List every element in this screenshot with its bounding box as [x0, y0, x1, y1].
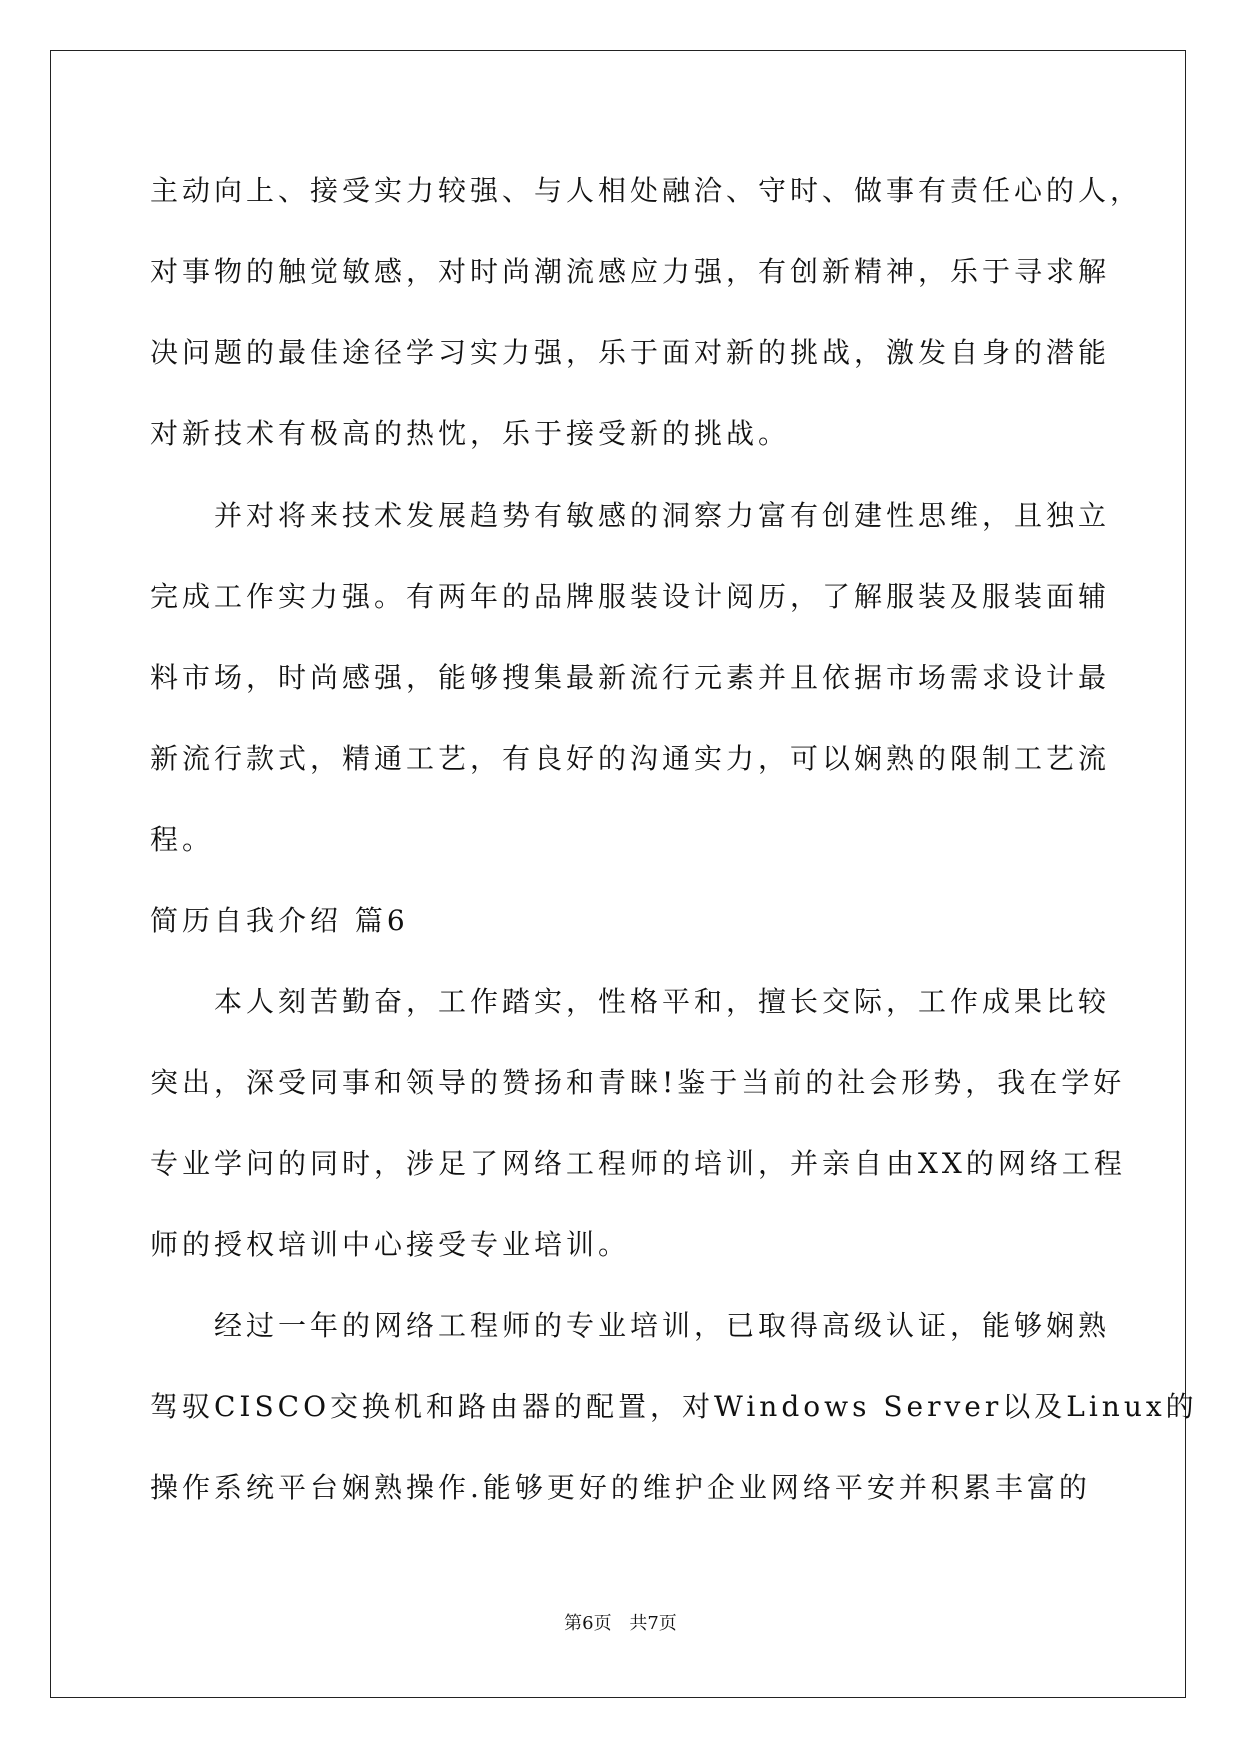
- text-line: 经过一年的网络工程师的专业培训，已取得高级认证，能够娴熟: [214, 1309, 1111, 1342]
- section-heading: 简历自我介绍 篇6: [150, 904, 409, 937]
- text-line: 决问题的最佳途径学习实力强，乐于面对新的挑战，激发自身的潜能: [150, 336, 1111, 369]
- text-line: 突出，深受同事和领导的赞扬和青睐!鉴于当前的社会形势，我在学好: [150, 1066, 1126, 1099]
- text-line: 并对将来技术发展趋势有敏感的洞察力富有创建性思维，且独立: [214, 499, 1111, 532]
- text-line: 主动向上、接受实力较强、与人相处融洽、守时、做事有责任心的人，: [150, 174, 1143, 207]
- page-total: 共7页: [629, 1613, 677, 1634]
- page-number: 第6页: [564, 1613, 612, 1634]
- text-line: 程。: [150, 823, 215, 856]
- page-border: [50, 50, 1186, 1698]
- text-line: 对事物的触觉敏感，对时尚潮流感应力强，有创新精神，乐于寻求解: [150, 255, 1111, 288]
- text-line: 料市场，时尚感强，能够搜集最新流行元素并且依据市场需求设计最: [150, 661, 1111, 694]
- text-line: 完成工作实力强。有两年的品牌服装设计阅历，了解服装及服装面辅: [150, 580, 1111, 613]
- text-line: 驾驭CISCO交换机和路由器的配置，对Windows Server以及Linux的: [150, 1390, 1198, 1423]
- text-line: 本人刻苦勤奋，工作踏实，性格平和，擅长交际，工作成果比较: [214, 985, 1111, 1018]
- text-line: 师的授权培训中心接受专业培训。: [150, 1228, 631, 1261]
- text-line: 专业学问的同时，涉足了网络工程师的培训，并亲自由XX的网络工程: [150, 1147, 1126, 1180]
- page-footer: [0, 1612, 1241, 1636]
- text-line: 新流行款式，精通工艺，有良好的沟通实力，可以娴熟的限制工艺流: [150, 742, 1111, 775]
- text-line: 操作系统平台娴熟操作.能够更好的维护企业网络平安并积累丰富的: [150, 1471, 1091, 1504]
- text-line: 对新技术有极高的热忱，乐于接受新的挑战。: [150, 417, 791, 450]
